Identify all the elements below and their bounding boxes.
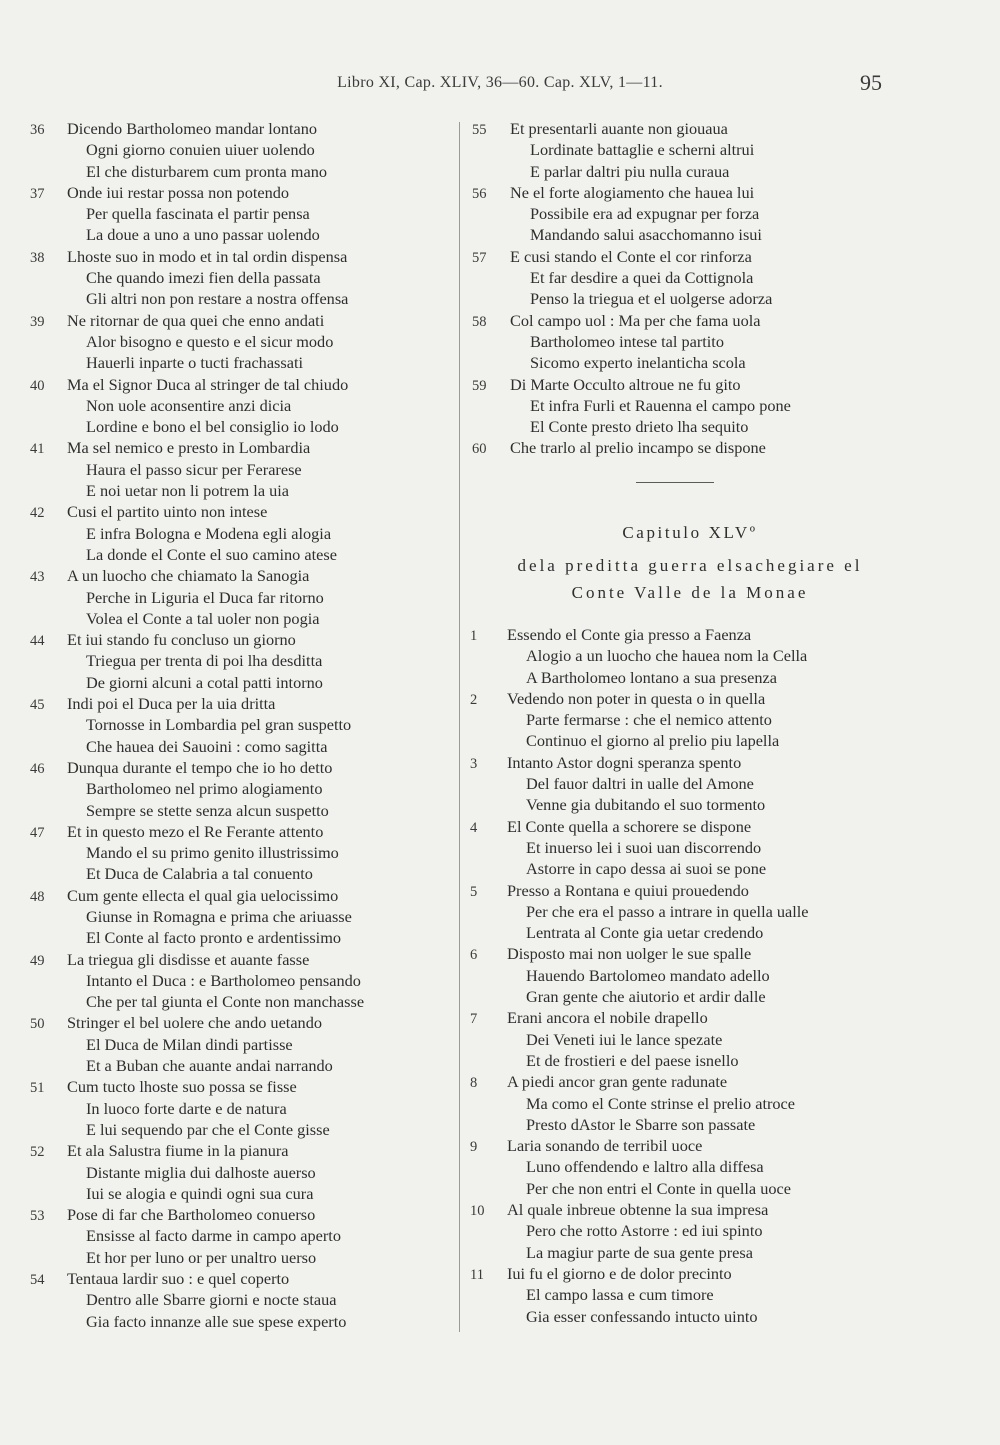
page-header (0, 72, 1000, 98)
stanza-number: 48 (30, 888, 45, 905)
stanza (30, 246, 455, 310)
verse-line: Continuo el giorno al prelio piu lapella (526, 731, 780, 751)
stanza (30, 757, 455, 821)
stanza-number: 50 (30, 1016, 45, 1033)
verse-line: Distante miglia dui dalhoste auerso (86, 1162, 316, 1182)
verse-line: Volea el Conte a tal uoler non pogia (86, 608, 320, 628)
stanza (470, 374, 910, 438)
verse-line: Che hauea dei Sauoini : como sagitta (86, 736, 328, 756)
stanza (30, 182, 455, 246)
verse-line: Mando el su primo genito illustrissimo (86, 843, 339, 863)
stanza-number: 41 (30, 441, 45, 458)
verse-line: El Duca de Milan dindi partisse (86, 1034, 293, 1054)
verse-line: Tornosse in Lombardia pel gran suspetto (86, 715, 352, 735)
stanza-number: 37 (30, 185, 45, 202)
stanza-number: 1 (470, 628, 478, 644)
verse-line: Ma sel nemico e presto in Lombardia (67, 438, 311, 458)
stanza (470, 1263, 910, 1327)
stanza-number: 39 (30, 313, 45, 330)
verse-line: A piedi ancor gran gente radunate (507, 1072, 728, 1092)
verse-line: Et infra Furli et Rauenna el campo pone (530, 395, 791, 415)
verse-line: E noi uetar non li potrem la uia (86, 481, 290, 501)
verse-line: Alogio a un luocho che hauea nom la Cella (526, 646, 808, 666)
verse-line: Et far desdire a quei da Cottignola (530, 268, 754, 288)
verse-line: Possibile era ad expugnar per forza (530, 204, 760, 224)
verse-line: E parlar daltri piu nulla curaua (530, 161, 730, 181)
verse-line: Ne el forte alogiamento che hauea lui (510, 182, 755, 202)
verse-line: Iui fu el giorno e de dolor precinto (507, 1263, 732, 1283)
stanza-number: 53 (30, 1208, 45, 1225)
stanza (470, 310, 910, 374)
verse-line: Lhoste suo in modo et in tal ordin dispensa (67, 246, 348, 266)
stanza-number: 8 (470, 1075, 478, 1092)
stanza-number: 43 (30, 569, 45, 586)
stanza (470, 688, 910, 752)
verse-line: Dentro alle Sbarre giorni e nocte staua (86, 1290, 337, 1310)
verse-line: Vedendo non poter in questa o in quella (507, 688, 766, 708)
stanza (30, 629, 455, 693)
verse-line: Perche in Liguria el Duca far ritorno (86, 587, 324, 607)
verse-line: Ensisse al facto darme in campo aperto (86, 1226, 341, 1246)
stanza-number: 9 (470, 1139, 478, 1156)
stanza (470, 1007, 910, 1071)
verse-line: In luoco forte darte e de natura (86, 1098, 287, 1118)
verse-line: A un luocho che chiamato la Sanogia (67, 566, 310, 586)
verse-line: Pero che rotto Astorre : ed iui spinto (526, 1221, 763, 1241)
stanza-number: 51 (30, 1080, 45, 1097)
verse-line: Presto dAstor le Sbarre son passate (526, 1114, 756, 1134)
verse-line: Intanto Astor dogni speranza spento (507, 752, 742, 772)
verse-line: Haura el passo sicur per Ferarese (86, 459, 302, 479)
verse-line: Dicendo Bartholomeo mandar lontano (67, 119, 318, 138)
verse-line: Giunse in Romagna e prima che ariuasse (86, 906, 352, 926)
verse-line: De giorni alcuni a cotal patti intorno (86, 672, 323, 692)
stanza-number: 54 (30, 1272, 45, 1289)
verse-line: Presso a Rontana e quiui prouedendo (507, 880, 749, 900)
stanza-number: 2 (470, 691, 478, 708)
verse-line: Intanto el Duca : e Bartholomeo pensando (86, 970, 361, 990)
stanza (30, 1204, 455, 1268)
stanza-number: 44 (30, 633, 45, 650)
verse-line: Per quella fascinata el partir pensa (86, 204, 310, 224)
verse-line: Laria sonando de terribil uoce (507, 1136, 703, 1156)
verse-line: E lui sequendo par che el Conte gisse (86, 1119, 330, 1139)
stanza-number: 58 (472, 313, 487, 330)
stanza (30, 821, 455, 885)
stanza (470, 624, 910, 688)
stanza (30, 501, 455, 565)
verse-line: Et hor per luno or per unaltro uerso (86, 1247, 317, 1267)
verse-line: A Bartholomeo lontano a sua presenza (526, 667, 777, 687)
stanza-number: 5 (470, 883, 478, 900)
verse-line: Parte fermarse : che el nemico attento (526, 710, 772, 730)
verse-line: Non uole aconsentire anzi dicia (86, 395, 292, 415)
stanza (470, 880, 910, 944)
verse-line: Per che era el passo a intrare in quella ualle (526, 901, 809, 921)
stanza-number: 6 (470, 947, 478, 964)
stanza-number: 38 (30, 249, 45, 266)
verse-line: Cum tucto lhoste suo possa se fisse (67, 1077, 297, 1097)
verse-line: Sempre se stette senza alcun suspetto (86, 800, 329, 820)
verse-line: Et ala Salustra fiume in la pianura (67, 1141, 289, 1161)
verse-line: Pose di far che Bartholomeo conuerso (67, 1205, 316, 1225)
verse-line: Astorre in capo dessa ai suoi se pone (526, 859, 767, 879)
verse-line: E cusi stando el Conte el cor rinforza (510, 246, 752, 266)
verse-line: Onde iui restar possa non potendo (67, 182, 290, 202)
stanza-number: 49 (30, 952, 45, 969)
verse-line: Gran gente che aiutorio et ardir dalle (526, 987, 766, 1007)
verse-line: Cum gente ellecta el qual gia uelocissimo (67, 885, 339, 905)
verse-line: Venne gia dubitando el suo tormento (526, 795, 766, 815)
stanza-number: 52 (30, 1144, 45, 1161)
chapter-stanzas (470, 624, 910, 1327)
verse-line: Di Marte Occulto altroue ne fu gito (510, 374, 741, 394)
stanza (30, 374, 455, 438)
verse-line: Et de frostieri e del paese isnello (526, 1050, 739, 1070)
section-rule (636, 482, 714, 483)
verse-line: Stringer el bel uolere che ando uetando (67, 1013, 322, 1033)
stanza (30, 1076, 455, 1140)
stanza-number: 55 (472, 122, 487, 138)
stanza-number: 42 (30, 505, 45, 522)
verse-line: Gia esser confessando intucto uinto (526, 1306, 758, 1326)
chapter-title: Capitulo XLVº (622, 523, 758, 542)
verse-line: Disposto mai non uolger le sue spalle (507, 944, 752, 964)
stanza (30, 310, 455, 374)
verse-line: E infra Bologna e Modena egli alogia (86, 523, 332, 543)
stanza-number: 45 (30, 697, 45, 714)
verse-line: Et inuerso lei i suoi uan discorrendo (526, 837, 762, 857)
stanza (30, 693, 455, 757)
stanza-number: 4 (470, 819, 478, 836)
stanza-number: 56 (472, 185, 487, 202)
verse-line: Ogni giorno conuien uiuer uolendo (86, 140, 315, 160)
verse-line: Sicomo experto inelanticha scola (530, 353, 746, 373)
stanza-number: 59 (472, 377, 487, 394)
verse-line: Al quale inbreue obtenne la sua impresa (507, 1200, 769, 1220)
verse-line: La triegua gli disdisse et auante fasse (67, 949, 310, 969)
verse-line: El Conte quella a schorere se dispone (507, 816, 752, 836)
verse-line: Gli altri non pon restare a nostra offensa (86, 289, 349, 309)
stanza (470, 118, 910, 182)
chapter-subtitle-line-1: dela preditta guerra elsachegiare el (517, 556, 863, 575)
stanza (30, 118, 455, 182)
verse-line: La magiur parte de sua gente presa (526, 1242, 753, 1262)
stanza (30, 565, 455, 629)
verse-line: Ma como el Conte strinse el prelio atroce (526, 1093, 796, 1113)
stanza (30, 1140, 455, 1204)
stanza-number: 60 (472, 441, 487, 458)
stanza (470, 246, 910, 310)
right-column (470, 118, 910, 459)
verse-line: Bartholomeo intese tal partito (530, 331, 724, 351)
page-number: 95 (860, 70, 882, 95)
stanza (30, 437, 455, 501)
stanza (30, 949, 455, 1013)
verse-line: Et presentarli auante non giouaua (510, 119, 728, 138)
stanza (470, 752, 910, 816)
verse-line: Cusi el partito uinto non intese (67, 502, 268, 522)
stanza-number: 11 (470, 1266, 484, 1283)
stanza (470, 1199, 910, 1263)
stanza (470, 1135, 910, 1199)
stanza (470, 1071, 910, 1135)
verse-line: Dei Veneti iui le lance spezate (526, 1029, 723, 1049)
verse-line: El campo lassa e cum timore (526, 1285, 714, 1305)
stanza-number: 36 (30, 122, 45, 138)
verse-line: Mandando salui asacchomanno isui (530, 225, 762, 245)
verse-line: Hauendo Bartolomeo mandato adello (526, 965, 770, 985)
verse-line: Col campo uol : Ma per che fama uola (510, 310, 761, 330)
verse-line: Alor bisogno e questo e el sicur modo (86, 331, 334, 351)
left-column (30, 118, 455, 1332)
stanza-number: 47 (30, 824, 45, 841)
stanza (470, 437, 910, 458)
verse-line: Et Duca de Calabria a tal conuento (86, 864, 313, 884)
chapter-subtitle-line-2: Conte Valle de la Monae (571, 583, 809, 602)
verse-line: El che disturbarem cum pronta mano (86, 161, 327, 181)
verse-line: La donde el Conte el suo camino atese (86, 544, 337, 564)
verse-line: La doue a uno a uno passar uolendo (86, 225, 320, 245)
verse-line: Bartholomeo nel primo alogiamento (86, 779, 323, 799)
verse-line: Lordine e bono el bel consiglio io lodo (86, 417, 339, 437)
verse-line: Ne ritornar de qua quei che enno andati (67, 310, 325, 330)
verse-line: Hauerli inparte o tucti frachassati (86, 353, 303, 373)
stanza (30, 885, 455, 949)
verse-line: Che quando imezi fien della passata (86, 268, 321, 288)
verse-line: Dunqua durante el tempo che io ho detto (67, 757, 333, 777)
stanza-number: 40 (30, 377, 45, 394)
running-head: Libro XI, Cap. XLIV, 36—60. Cap. XLV, 1—11. (337, 74, 663, 91)
verse-line: Et iui stando fu concluso un giorno (67, 630, 296, 650)
verse-line: Tentaua lardir suo : e quel coperto (67, 1269, 290, 1289)
verse-line: Del fauor daltri in ualle del Amone (526, 774, 754, 794)
verse-line: Ma el Signor Duca al stringer de tal chiudo (67, 374, 349, 394)
column-divider (459, 122, 460, 1332)
verse-line: Penso la triegua et el uolgerse adorza (530, 289, 773, 309)
verse-line: Indi poi el Duca per la uia dritta (67, 694, 276, 714)
verse-line: Iui se alogia e quindi ogni sua cura (86, 1183, 314, 1203)
stanza (470, 816, 910, 880)
verse-line: El Conte al facto pronto e ardentissimo (86, 928, 342, 948)
verse-line: Che per tal giunta el Conte non manchasse (86, 992, 365, 1012)
stanza-number: 7 (470, 1011, 478, 1028)
verse-line: Che trarlo al prelio incampo se dispone (510, 438, 766, 458)
stanza-number: 57 (472, 249, 487, 266)
verse-line: Erani ancora el nobile drapello (507, 1008, 708, 1028)
verse-line: Essendo el Conte gia presso a Faenza (507, 625, 752, 644)
stanza-number: 10 (470, 1203, 485, 1220)
verse-line: Et a Buban che auante andai narrando (86, 1056, 333, 1076)
stanza (470, 182, 910, 246)
verse-line: Lordinate battaglie e scherni altrui (530, 140, 755, 160)
verse-line: Gia facto innanze alle sue spese experto (86, 1311, 347, 1331)
stanza-number: 3 (470, 755, 478, 772)
verse-line: Triegua per trenta di poi lha desditta (86, 651, 323, 671)
verse-line: El Conte presto drieto lha sequito (530, 417, 749, 437)
verse-line: Et in questo mezo el Re Ferante attento (67, 821, 324, 841)
stanza (470, 943, 910, 1007)
verse-line: Lentrata al Conte gia uetar credendo (526, 923, 764, 943)
verse-line: Per che non entri el Conte in quella uoce (526, 1178, 791, 1198)
stanza-number: 46 (30, 760, 45, 777)
verse-line: Luno offendendo e laltro alla diffesa (526, 1157, 764, 1177)
stanza (30, 1268, 455, 1332)
stanza (30, 1012, 455, 1076)
